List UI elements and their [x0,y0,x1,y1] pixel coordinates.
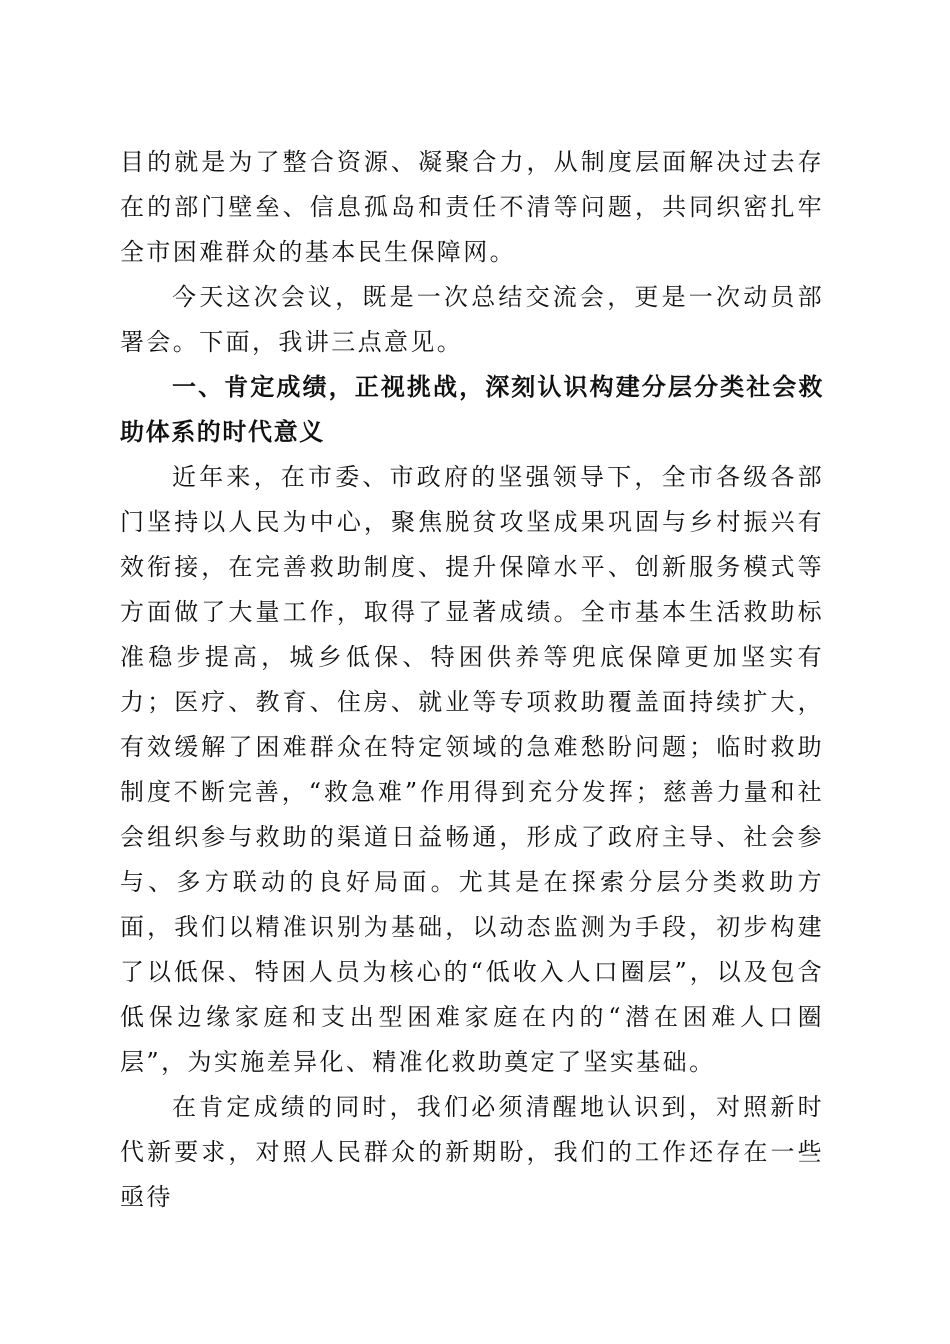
meeting-intro-paragraph: 今天这次会议，既是一次总结交流会，更是一次动员部署会。下面，我讲三点意见。 [120,283,824,356]
challenges-paragraph: 在肯定成绩的同时，我们必须清醒地认识到，对照新时代新要求，对照人民群众的新期盼，我们的工作还存在一些亟待 [120,1093,824,1211]
section-heading: 一、肯定成绩，正视挑战，深刻认识构建分层分类社会救助体系的时代意义 [120,373,824,446]
continuation-paragraph: 目的就是为了整合资源、凝聚合力，从制度层面解决过去存在的部门壁垒、信息孤岛和责任不清等问题，共同织密扎牢全市困难群众的基本民生保障网。 [120,148,824,266]
document-page [120,140,824,1220]
achievements-paragraph: 近年来，在市委、市政府的坚强领导下，全市各级各部门坚持以人民为中心，聚焦脱贫攻坚成果巩固与乡村振兴有效衔接，在完善救助制度、提升保障水平、创新服务模式等方面做了大量工作，取得了显著成绩。全市基本生活救助标准稳步提高，城乡低保、特困供养等兜底保障更加坚实有力；医疗、教育、住房、就业等专项救助覆盖面持续扩大，有效缓解了困难群众在特定领域的急难愁盼问题；临时救助制度不断完善，“救急难”作用得到充分发挥；慈善力量和社会组织参与救助的渠道日益畅通，形成了政府主导、社会参与、多方联动的良好局面。尤其是在探索分层分类救助方面，我们以精准识别为基础，以动态监测为手段，初步构建了以低保、特困人员为核心的“低收入人口圈层”，以及包含低保边缘家庭和支出型困难家庭在内的“潜在困难人口圈层”，为实施差异化、精准化救助奠定了坚实基础。 [120,463,824,1076]
